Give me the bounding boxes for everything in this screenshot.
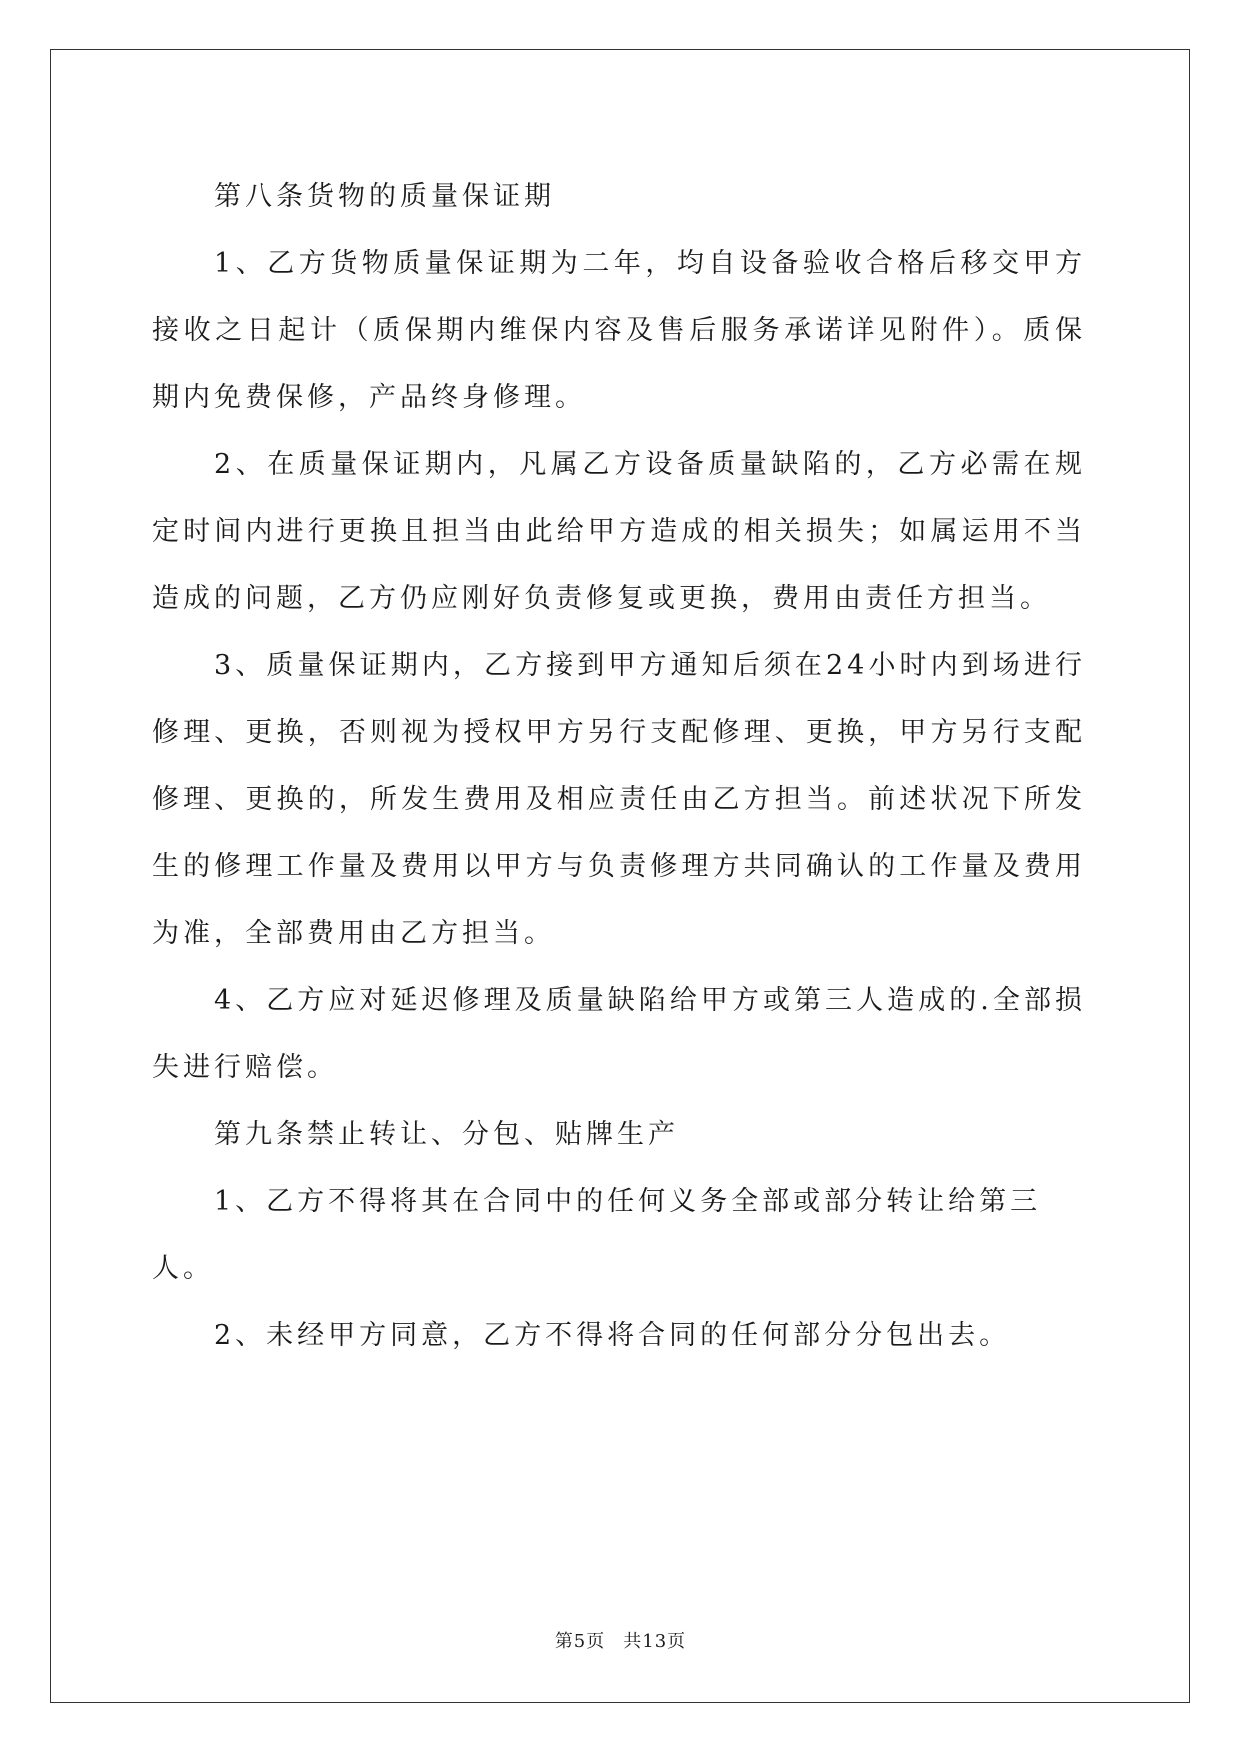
page-number: 第5页: [554, 1631, 606, 1652]
article-9-clause-2: 2、未经甲方同意，乙方不得将合同的任何部分分包出去。: [214, 1320, 1011, 1351]
article-8-clause-1: 1、乙方货物质量保证期为二年，均自设备验收合格后移交甲方接收之日起计（质保期内维保内容及售后服务承诺详见附件）。质保期内免费保修，产品终身修理。: [152, 248, 1086, 413]
article-9-clause-1: 1、乙方不得将其在合同中的任何义务全部或部分转让给第三人。: [152, 1186, 1042, 1284]
page-total: 共13页: [623, 1631, 687, 1652]
document-body: [152, 163, 1086, 1369]
article-8-heading: 第八条货物的质量保证期: [214, 181, 555, 212]
article-9-heading: 第九条禁止转让、分包、贴牌生产: [214, 1119, 679, 1150]
article-8-clause-4: 4、乙方应对延迟修理及质量缺陷给甲方或第三人造成的.全部损失进行赔偿。: [152, 985, 1086, 1083]
page-footer: [0, 1627, 1241, 1653]
article-8-clause-3: 3、质量保证期内，乙方接到甲方通知后须在24小时内到场进行修理、更换，否则视为授权甲方另行支配修理、更换，甲方另行支配修理、更换的，所发生费用及相应责任由乙方担当。前述状况下所发生的修理工作量及费用以甲方与负责修理方共同确认的工作量及费用为准，全部费用由乙方担当。: [152, 650, 1086, 949]
article-8-clause-2: 2、在质量保证期内，凡属乙方设备质量缺陷的，乙方必需在规定时间内进行更换且担当由此给甲方造成的相关损失；如属运用不当造成的问题，乙方仍应刚好负责修复或更换，费用由责任方担当。: [152, 449, 1086, 614]
